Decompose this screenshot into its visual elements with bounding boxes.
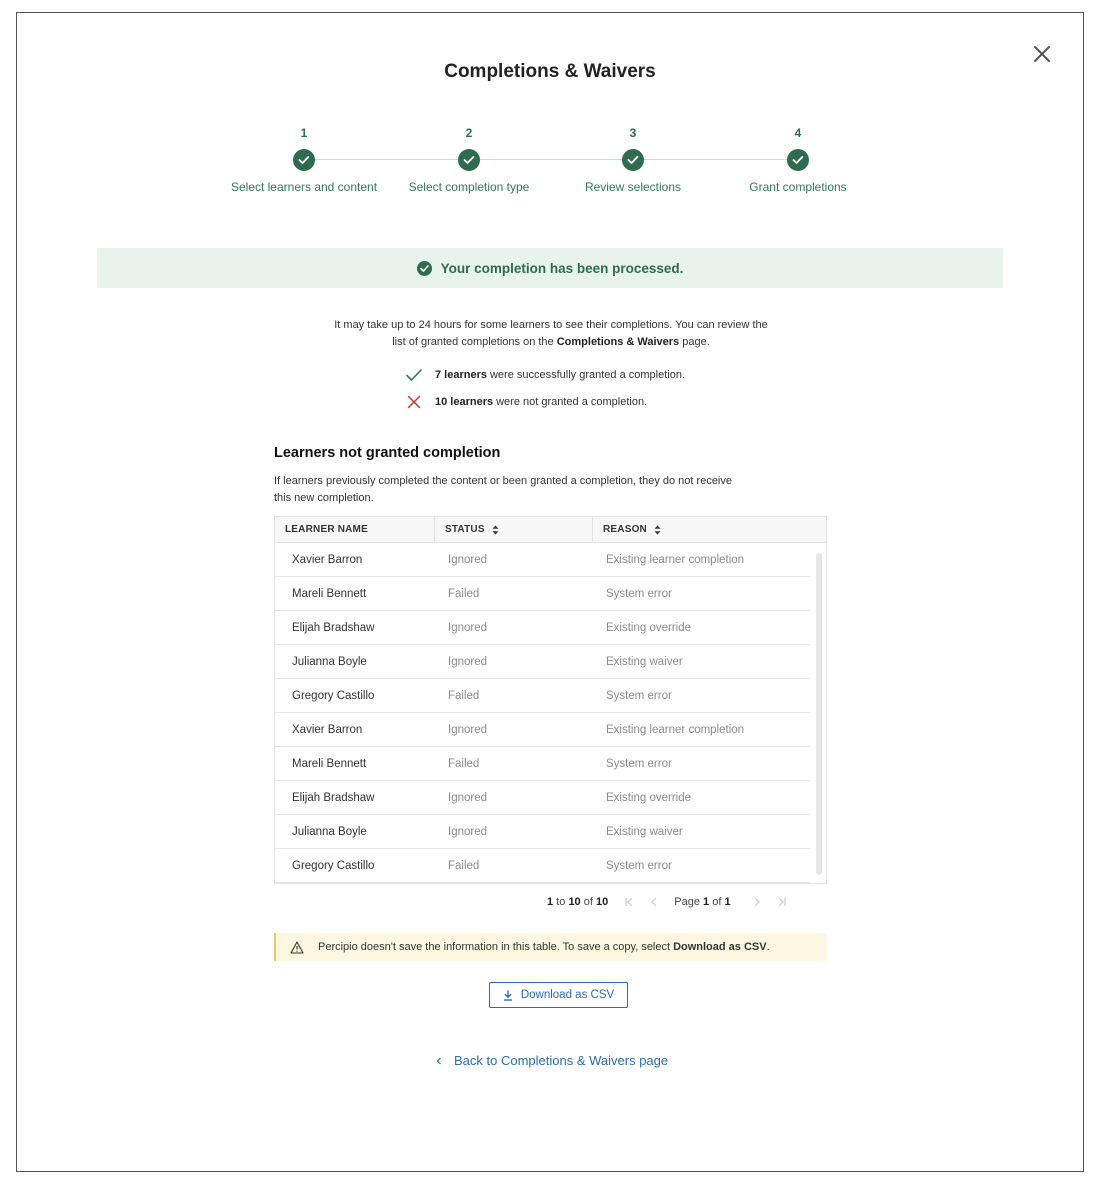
check-icon <box>405 368 423 382</box>
table-row <box>275 543 810 577</box>
learner-reason: System error <box>606 689 672 702</box>
learner-name: Elijah Bradshaw <box>292 621 375 634</box>
success-result <box>405 368 685 382</box>
table-row <box>275 849 810 883</box>
learner-name: Julianna Boyle <box>292 825 367 838</box>
learner-reason: System error <box>606 859 672 872</box>
back-to-completions-link[interactable] <box>436 1053 668 1068</box>
step-number: 4 <box>794 126 802 140</box>
warning-banner: Percipio doesn't save the information in this table. To save a copy, select Download as CSV . <box>274 933 827 961</box>
section-title: Learners not granted completion <box>274 445 501 461</box>
info-text <box>297 317 805 351</box>
learner-reason: System error <box>606 757 672 770</box>
step-complete-check-icon <box>787 149 809 171</box>
step-1 <box>221 125 387 194</box>
next-page-icon[interactable] <box>753 897 761 907</box>
step-complete-check-icon <box>622 149 644 171</box>
first-page-icon[interactable] <box>624 897 634 907</box>
completions-modal <box>16 12 1084 1172</box>
learner-status: Failed <box>448 757 480 770</box>
download-csv-button[interactable] <box>489 982 628 1008</box>
table-header <box>275 517 826 543</box>
cross-icon <box>405 395 423 409</box>
last-page-icon[interactable] <box>777 897 787 907</box>
learner-name: Xavier Barron <box>292 723 363 736</box>
banner-message: Your completion has been processed. <box>440 260 684 276</box>
table-row <box>275 679 810 713</box>
step-3 <box>550 125 716 194</box>
table-row <box>275 611 810 645</box>
modal-title: Completions & Waivers <box>444 61 656 82</box>
info-line-1: It may take up to 24 hours for some learners to see their completions. You can review the <box>334 319 768 331</box>
step-label: Review selections <box>584 180 682 194</box>
page-indicator: Page 1 of 1 <box>674 896 731 908</box>
failure-text: were not granted a completion. <box>496 396 648 408</box>
table-row <box>275 747 810 781</box>
step-2 <box>386 125 552 194</box>
previous-page-icon[interactable] <box>650 897 658 907</box>
chevron-left-icon <box>436 1057 442 1065</box>
table-body <box>275 543 826 883</box>
row-range: 1 to 10 of 10 <box>547 896 609 908</box>
learners-table <box>274 516 827 884</box>
step-label: Select learners and content <box>230 180 378 194</box>
learner-reason: Existing override <box>606 791 692 804</box>
learner-name: Mareli Bennett <box>292 757 367 770</box>
step-label: Grant completions <box>749 180 847 194</box>
learner-reason: Existing learner completion <box>606 553 745 566</box>
column-learner-name: LEARNER NAME <box>275 517 435 542</box>
failure-count: 10 learners <box>435 396 494 408</box>
step-4 <box>715 125 881 194</box>
success-banner <box>97 248 1003 288</box>
success-text: were successfully granted a completion. <box>489 369 686 381</box>
learner-status: Ignored <box>448 553 488 566</box>
learner-status: Ignored <box>448 621 488 634</box>
learner-status: Failed <box>448 689 480 702</box>
download-csv-label: Download as CSV <box>520 989 615 1001</box>
learner-reason: Existing waiver <box>606 825 683 838</box>
learner-status: Ignored <box>448 791 488 804</box>
learner-reason: Existing override <box>606 621 692 634</box>
warning-icon <box>290 941 304 954</box>
warning-text: Percipio doesn't save the information in this table. To save a copy, select <box>318 941 671 953</box>
learner-reason: Existing waiver <box>606 655 683 668</box>
learner-status: Ignored <box>448 655 488 668</box>
sort-icon[interactable] <box>492 525 499 535</box>
failure-result <box>405 395 647 409</box>
step-complete-check-icon <box>293 149 315 171</box>
step-label: Select completion type <box>408 180 530 194</box>
sort-icon[interactable] <box>654 525 661 535</box>
learner-name: Gregory Castillo <box>292 859 375 872</box>
learner-name: Elijah Bradshaw <box>292 791 375 804</box>
column-status[interactable]: STATUS <box>435 517 593 542</box>
success-check-icon <box>417 261 432 276</box>
learner-reason: Existing learner completion <box>606 723 745 736</box>
table-scrollbar[interactable] <box>816 553 822 875</box>
learner-reason: System error <box>606 587 672 600</box>
learner-status: Failed <box>448 587 480 600</box>
table-row <box>275 713 810 747</box>
learner-name: Xavier Barron <box>292 553 363 566</box>
step-number: 1 <box>300 126 308 140</box>
learner-status: Ignored <box>448 723 488 736</box>
learner-name: Julianna Boyle <box>292 655 367 668</box>
table-row <box>275 781 810 815</box>
table-row <box>275 577 810 611</box>
stepper <box>221 125 881 215</box>
learner-name: Gregory Castillo <box>292 689 375 702</box>
table-row <box>275 645 810 679</box>
success-count: 7 learners <box>435 369 487 381</box>
learner-name: Mareli Bennett <box>292 587 367 600</box>
table-row <box>275 815 810 849</box>
step-number: 2 <box>465 126 473 140</box>
section-description: If learners previously completed the content or been granted a completion, they do not receive this new completion. <box>274 475 732 504</box>
info-line-2: list of granted completions on the Completions & Waivers page. <box>392 336 710 348</box>
completions-waivers-reference: Completions & Waivers <box>556 336 680 348</box>
pagination <box>547 896 787 908</box>
column-reason[interactable]: REASON <box>593 517 826 542</box>
learner-status: Failed <box>448 859 480 872</box>
download-icon <box>503 990 513 1001</box>
back-link-label: Back to Completions & Waivers page <box>454 1053 669 1068</box>
learner-status: Ignored <box>448 825 488 838</box>
warning-bold: Download as CSV <box>673 941 767 953</box>
step-number: 3 <box>629 126 637 140</box>
step-complete-check-icon <box>458 149 480 171</box>
